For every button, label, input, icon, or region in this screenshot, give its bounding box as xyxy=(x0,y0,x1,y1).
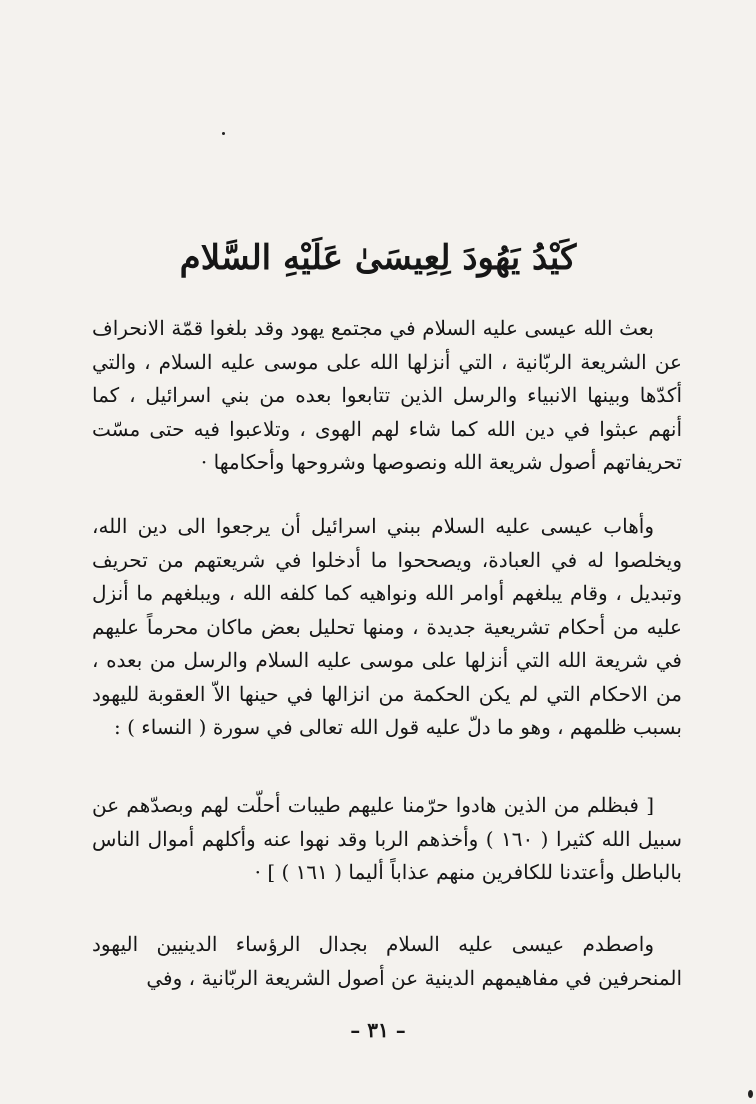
page-number: – ٣١ – xyxy=(350,1018,406,1042)
paragraph-3 xyxy=(92,928,682,995)
quran-quote-text: [ فبظلم من الذين هادوا حرّمنا عليهم طيبات أحلّت لهم وبصدّهم عن سبيل الله كثيرا ( ١٦٠ ) وأخذهم الربا وقد نهوا عنه وأكلهم أموال الناس بالباطل وأعتدنا للكافرين منهم عذاباً أليما ( ١٦١ ) ] · xyxy=(92,793,682,884)
paragraph-1-text: بعث الله عيسى عليه السلام في مجتمع يهود وقد بلغوا قمّة الانحراف عن الشريعة الربّانية ، التي أنزلها الله على موسى عليه السلام ، والتي أكدّها وبينها الانبياء والرسل الذين تتابعوا بعده من بني اسرائيل ، كما أنهم عبثوا في دين الله كما شاء لهم الهوى ، وتلاعبوا فيه حتى مسّت تحريفاتهم أصول شريعة الله ونصوصها وشروحها وأحكامها · xyxy=(92,316,682,474)
paragraph-2-text: وأهاب عيسى عليه السلام ببني اسرائيل أن يرجعوا الى دين الله، ويخلصوا له في العبادة، ويصححوا ما أدخلوا في شريعتهم من تحريف وتبديل ، وقام يبلغهم أوامر الله ونواهيه كما كلفه الله ، ويبلغهم ما أنزل عليه من أحكام تشريعية جديدة ، ومنها تحليل بعض ماكان محرماً عليهم في شريعة الله التي أنزلها على موسى عليه السلام والرسل من بعده ، من الاحكام التي لم يكن الحكمة من انزالها في حينها الاّ العقوبة لليهود بسبب ظلمهم ، وهو ما دلّ عليه قول الله تعالى في سورة ( النساء ) : xyxy=(92,514,682,739)
scan-speck xyxy=(748,1090,753,1098)
paragraph-2 xyxy=(92,510,682,745)
quran-quote xyxy=(92,789,682,890)
paragraph-1 xyxy=(92,312,682,480)
paragraph-3-text: واصطدم عيسى عليه السلام بجدال الرؤساء الدينيين اليهود المنحرفين في مفاهيمهم الدينية عن أصول الشريعة الربّانية ، وفي xyxy=(92,932,682,990)
scan-speck xyxy=(222,132,225,135)
chapter-title: كَيْدُ يَهُودَ لِعِيسَىٰ عَلَيْهِ السَّلام xyxy=(179,238,577,278)
